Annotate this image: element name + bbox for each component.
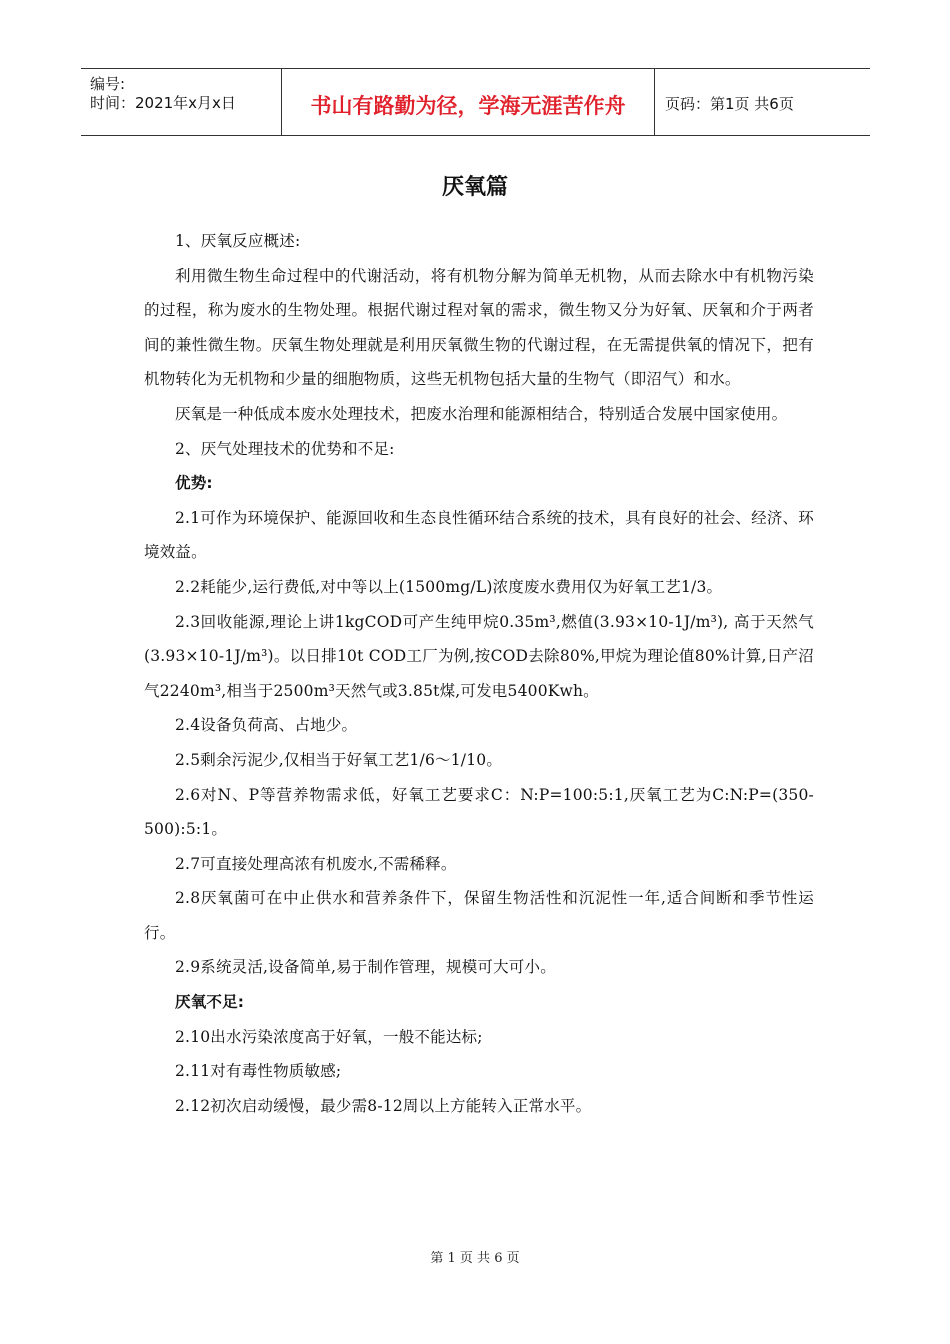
document-header: [81, 68, 870, 136]
document-date-label: 时间：2021年x月x日: [90, 94, 236, 112]
body-paragraph: 1、厌氧反应概述:: [175, 232, 301, 250]
body-paragraph: 2.10出水污染浓度高于好氧，一般不能达标;: [175, 1027, 483, 1046]
header-motto-cell: [282, 69, 655, 135]
header-meta-cell: [81, 69, 282, 135]
document-number-label: 编号:: [90, 75, 126, 93]
body-paragraph: 利用微生物生命过程中的代谢活动，将有机物分解为简单无机物，从而去除水中有机物污染的过程，称为废水的生物处理。根据代谢过程对氧的需求，微生物又分为好氧、厌氧和介于两者间的兼性微生物。厌氧生物处理就是利用厌氧微生物的代谢过程，在无需提供氧的情况下，把有机物转化为无机物和少量的细胞物质，这些无机物包括大量的生物气（即沼气）和水。: [144, 266, 814, 389]
motto-text: 书山有路勤为径，学海无涯苦作舟: [310, 94, 626, 118]
body-paragraph: 2.9系统灵活,设备简单,易于制作管理，规模可大可小。: [175, 958, 556, 977]
document-body: [144, 224, 814, 1123]
section-subheading: 优势:: [175, 474, 213, 493]
body-paragraph: 2.2耗能少,运行费低,对中等以上(1500mg/L)浓度废水费用仅为好氧工艺1/3。: [175, 577, 723, 596]
body-paragraph: 2.11对有毒性物质敏感;: [175, 1062, 342, 1081]
section-subheading: 厌氧不足:: [175, 993, 245, 1012]
body-paragraph: 2.6对N、P等营养物需求低，好氧工艺要求C：N:P=100:5:1,厌氧工艺为C:N:P=(350-500):5:1。: [144, 785, 814, 839]
document-title: 厌氧篇: [441, 175, 508, 200]
body-paragraph: 2.8厌氧菌可在中止供水和营养条件下，保留生物活性和沉泥性一年,适合间断和季节性运行。: [144, 889, 814, 942]
page-footer: 第 1 页 共 6 页: [430, 1251, 520, 1266]
body-paragraph: 2.5剩余污泥少,仅相当于好氧工艺1/6～1/10。: [175, 750, 503, 769]
body-paragraph: 2.1可作为环境保护、能源回收和生态良性循环结合系统的技术，具有良好的社会、经济、环境效益。: [144, 508, 814, 562]
header-page-cell: [655, 69, 870, 135]
body-paragraph: 2.7可直接处理高浓有机废水,不需稀释。: [175, 854, 457, 873]
body-paragraph: 2、厌气处理技术的优势和不足:: [175, 439, 395, 458]
body-paragraph: 厌氧是一种低成本废水处理技术，把废水治理和能源相结合，特别适合发展中国家使用。: [175, 404, 788, 423]
body-paragraph: 2.3回收能源,理论上讲1kgCOD可产生纯甲烷0.35m³,燃值(3.93×10-1J/m³), 高于天然气(3.93×10-1J/m³)。以日排10t COD工厂为例,按COD去除80%,甲烷为理论值80%计算,日产沼气2240m³,相当于2500m³天然气或3.85t煤,可发电5400Kwh。: [144, 612, 814, 700]
body-paragraph: 2.4设备负荷高、占地少。: [175, 716, 358, 735]
page-code-label: 页码：第1页 共6页: [665, 95, 794, 113]
body-paragraph: 2.12初次启动缓慢，最少需8-12周以上方能转入正常水平。: [175, 1096, 592, 1115]
